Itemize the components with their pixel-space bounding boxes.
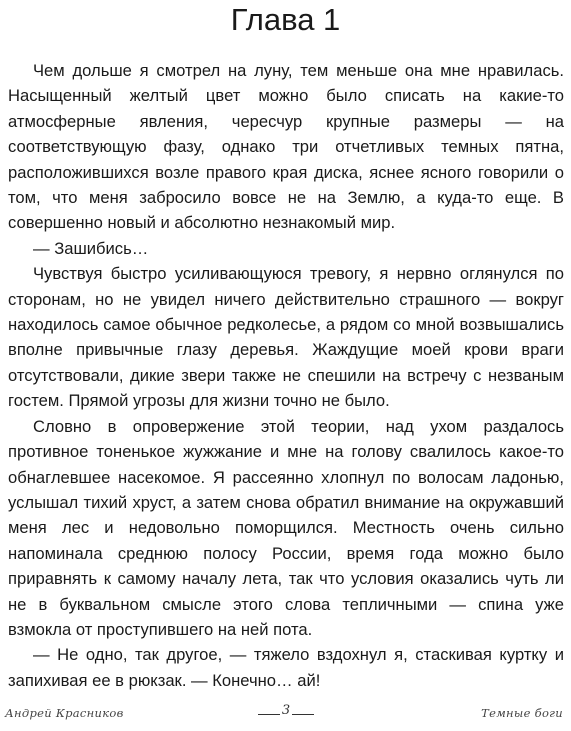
page-number-block [250, 703, 322, 718]
chapter-title: Глава 1 [230, 2, 341, 37]
paragraph: — Не одно, так другое, — тяжело вздохнул я, стаскивая куртку и запихивая ее в рюкзак. — Конечно… ай! [8, 645, 564, 690]
page-footer [0, 703, 571, 727]
paragraph: Чувствуя быстро усиливающуюся тревогу, я нервно оглянулся по сторонам, но не увидел ничего действительно страшного — вокруг находилось самое обычное редколесье, а рядом со мной возвышались вполне привычные глазу деревья. Жаждущие моей крови враги отсутствовали, дикие звери также не спешили на встречу с незваным гостем. Прямой угрозы для жизни точно не было. [8, 264, 564, 411]
page-number-rule-left [258, 714, 280, 715]
page-number: 3 [281, 703, 291, 718]
footer-book-title: Темные боги [481, 706, 563, 720]
paragraph: — Зашибись… [33, 238, 149, 258]
chapter-body [8, 58, 564, 693]
page-number-rule-right [292, 714, 314, 715]
paragraph: Чем дольше я смотрел на луну, тем меньше она мне нравилась. Насыщенный желтый цвет можно было списать на какие-то атмосферные явления, чересчур крупные размеры — на соответствующую фазу, однако три отчетливых темных пятна, расположившихся возле правого края диска, яснее ясного говорили о том, что меня забросило вовсе не на Землю, а куда-то еще. В совершенно новый и абсолютно незнакомый мир. [8, 61, 564, 233]
footer-author: Андрей Красников [5, 706, 124, 720]
paragraph: Словно в опровержение этой теории, над ухом раздалось противное тоненькое жужжание и мне на голову свалилось какое-то обнаглевшее насекомое. Я рассеянно хлопнул по волосам ладонью, услышал тихий хруст, а затем снова обратил внимание на окружавший меня лес и недовольно поморщился. Местность очень сильно напоминала среднюю полосу России, время года можно было приравнять к самому началу лета, так что условия оказались чуть ли не в буквальном смысле этого слова тепличными — спина уже взмокла от проступившего на ней пота. [8, 416, 564, 639]
